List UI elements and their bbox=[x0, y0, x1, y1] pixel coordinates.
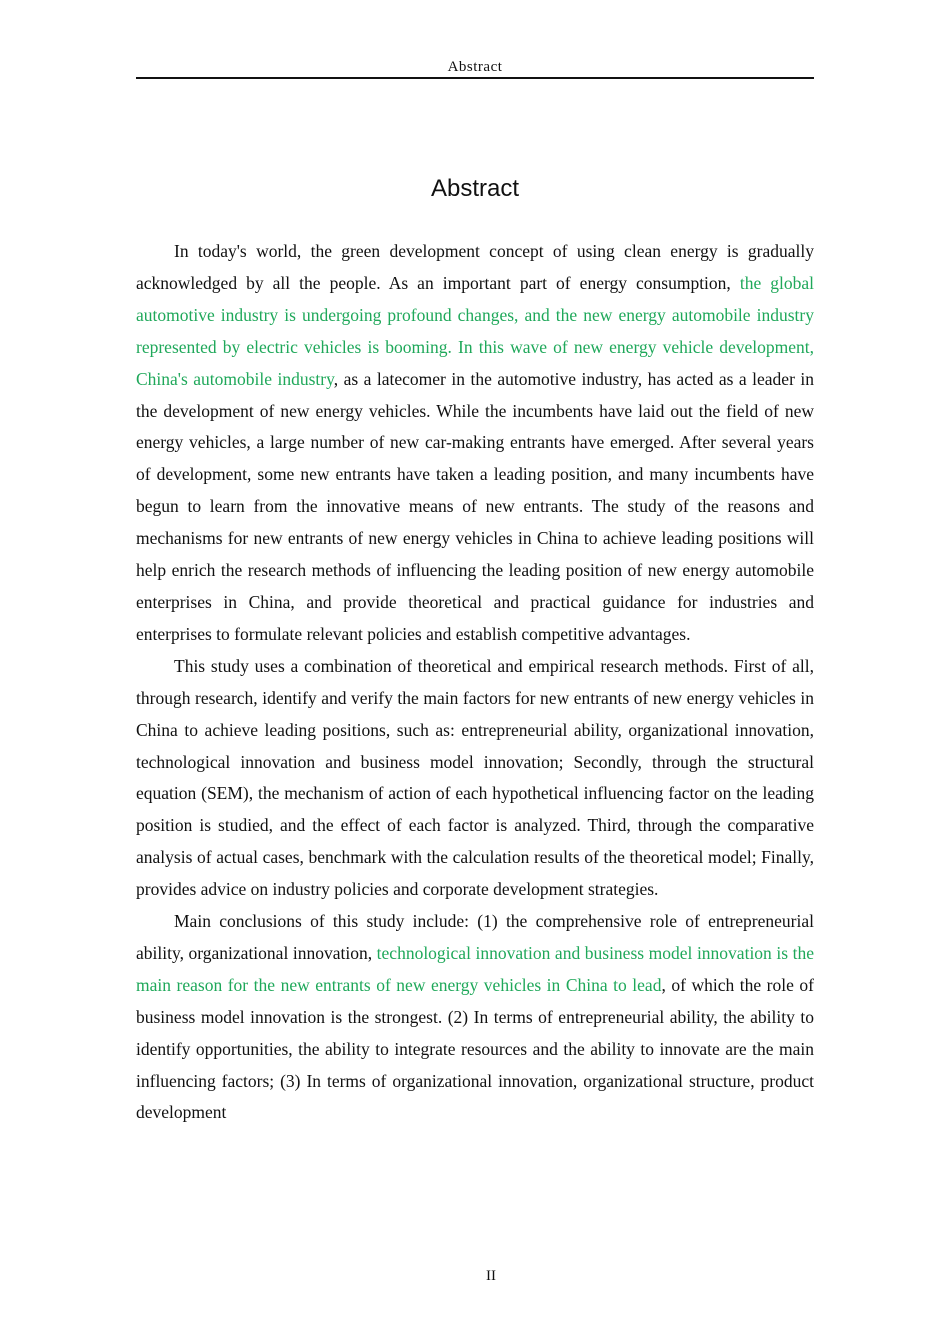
header-rule bbox=[136, 77, 814, 79]
abstract-body bbox=[136, 236, 814, 1129]
paragraph-1 bbox=[136, 236, 814, 651]
paragraph-1-text-end: , as a latecomer in the automotive industry, has acted as a leader in the development of new energy vehicles. While the incumbents have laid out the field of new energy vehicles, a large number of new car-making entrants have emerged. After several years of development, some new entrants have taken a leading position, and many incumbents have begun to learn from the innovative means of new entrants. The study of the reasons and mechanisms for new entrants of new energy vehicles in China to achieve leading positions will help enrich the research methods of influencing the leading position of new energy automobile enterprises in China, and provide theoretical and practical guidance for industries and enterprises to formulate relevant policies and establish competitive advantages. bbox=[136, 368, 814, 644]
paragraph-3 bbox=[136, 906, 814, 1129]
paragraph-3-text-end: , of which the role of business model innovation is the strongest. (2) In terms of entrepreneurial ability, the ability to identify opportunities, the ability to integrate resources and the ability to innovate are the main influencing factors; (3) In terms of organizational innovation, organizational structure, product development bbox=[136, 974, 814, 1123]
paragraph-1-highlight: the global automotive industry is undergoing profound changes, and the new energy automobile industry represented by electric vehicles is booming. In this wave of new energy vehicle development, China's automobile industry bbox=[136, 272, 815, 389]
paragraph-1-text-start: In today's world, the green development concept of using clean energy is gradually acknowledged by all the people. As an important part of energy consumption, bbox=[136, 241, 814, 293]
running-header: Abstract bbox=[447, 59, 503, 75]
paragraph-2-text: This study uses a combination of theoretical and empirical research methods. First of all, through research, identify and verify the main factors for new entrants of new energy vehicles in China to achieve leading positions, such as: entrepreneurial ability, organizational innovation, technological innovation and business model innovation; Secondly, through the structural equation (SEM), the mechanism of action of each hypothetical influencing factor on the leading position is studied, and the effect of each factor is analyzed. Third, through the comparative analysis of actual cases, benchmark with the calculation results of the theoretical model; Finally, provides advice on industry policies and corporate development strategies. bbox=[136, 655, 814, 900]
page-title: Abstract bbox=[430, 175, 520, 202]
page-number: II bbox=[486, 1268, 496, 1284]
paragraph-3-text-start: Main conclusions of this study include: (1) the comprehensive role of entrepreneurial ability, organizational innovation, bbox=[136, 911, 814, 963]
paragraph-3-highlight: technological innovation and business model innovation is the main reason for the new entrants of new energy vehicles in China to lead bbox=[136, 942, 814, 995]
paragraph-2 bbox=[136, 651, 814, 906]
